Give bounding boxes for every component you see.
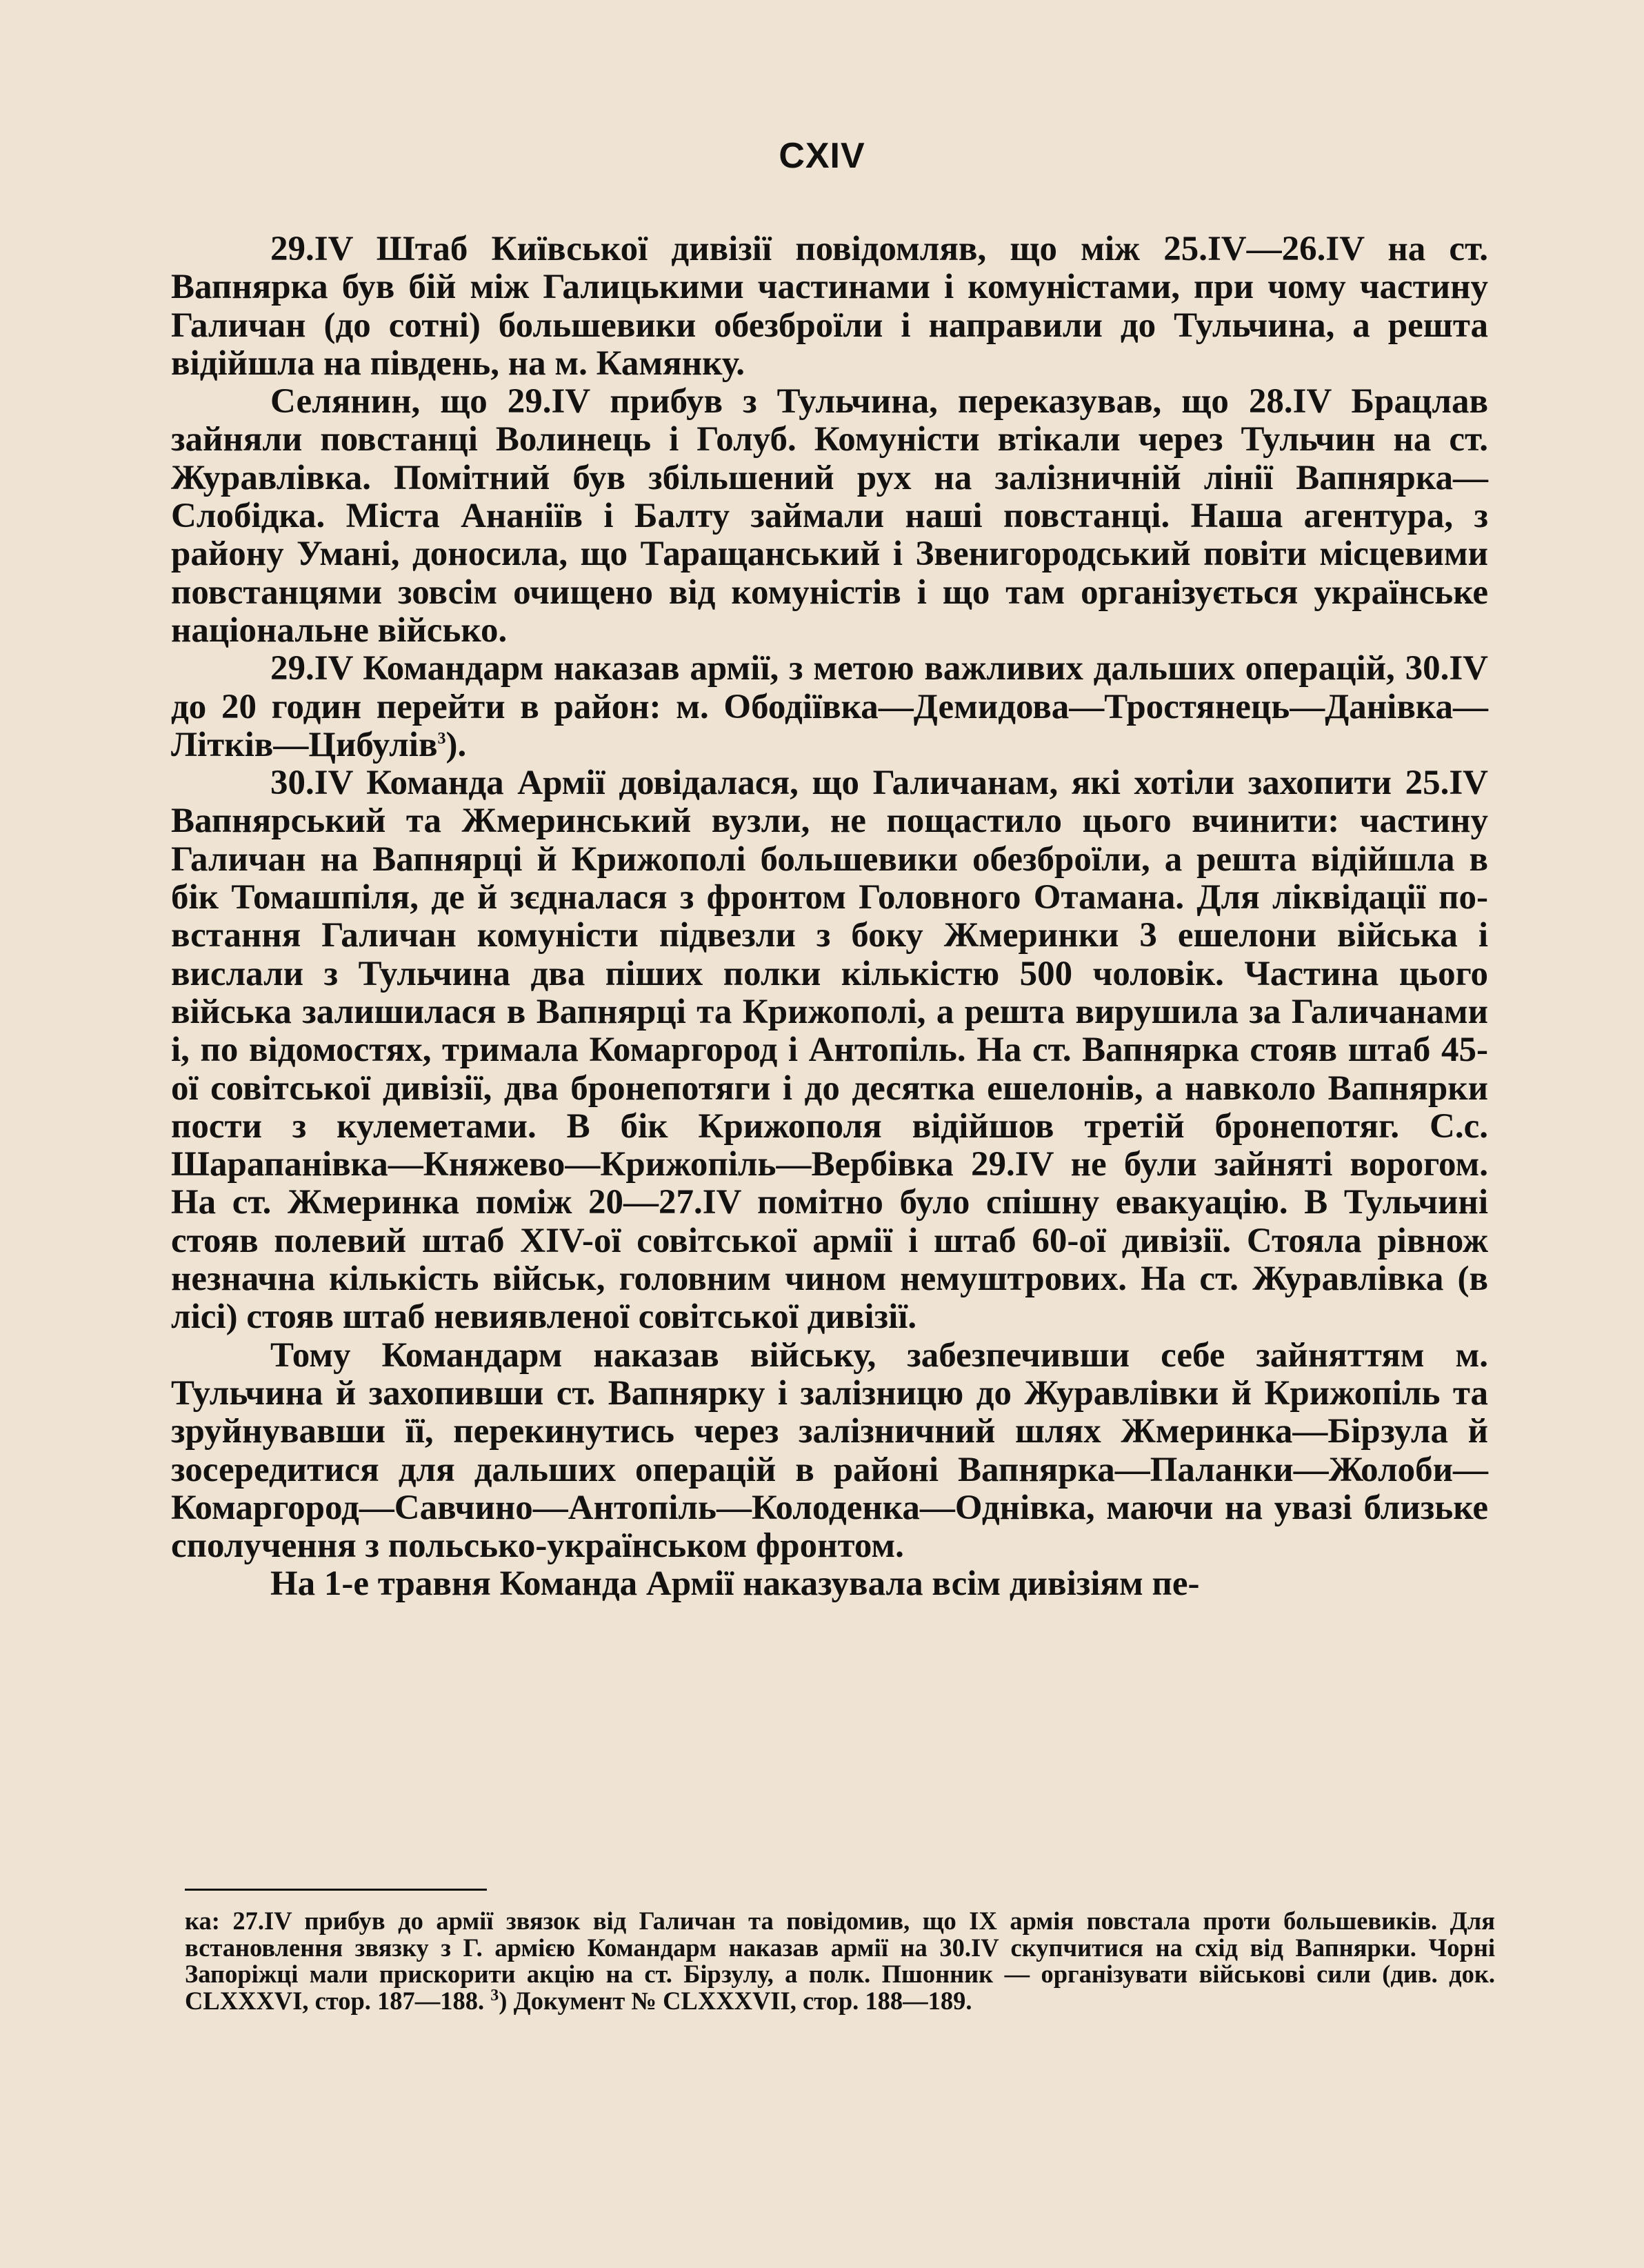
paragraph-3-text: 29.IV Командарм наказав армії, з метою важливих дальших операцій, 30.IV до 20 годин перейти в район: м. Ободіївка—Демидова—Тростянець—Данівка—Літків—Цибулів bbox=[171, 649, 1488, 764]
page-number: CXIV bbox=[779, 136, 865, 176]
footnote-text-1: ка: 27.IV прибув до армії звязок від Галичан та повідомив, що IX армія повстала проти большевиків. Для встановлення звязку з Г. армією Командарм наказав армії на 30.IV скупчитися на схід від Вапнярки. Чорні Запоріжці мали прискорити акцію на ст. Бірзулу, а полк. Пшонник — організувати військові сили (див. док. CLXXXVI, стор. 187—188. bbox=[185, 1907, 1495, 2015]
footnote-text-2: ) Документ № CLXXXVII, стор. 188—189. bbox=[499, 1986, 972, 2015]
paragraph-3 bbox=[171, 650, 1488, 764]
paragraph-1: 29.IV Штаб Київської дивізії повідомляв, що між 25.IV—26.IV на ст. Вапнярка був бій між Галицькими частинами і комуністами, при чому частину Галичан (до сотні) большевики обезброїли і направили до Тульчина, а решта відійшла на південь, на м. Камянку. bbox=[171, 230, 1488, 383]
paragraph-4: 30.IV Команда Армії довідалася, що Галичанам, які хотіли захопити 25.IV Вапнярський та Жмеринський вузли, не пощастило цього вчинити: частину Галичан на Вапнярці й Крижополі большевики обезброїли, а решта відійшла в бік Томашпіля, де й зєдналася з фронтом Головного Отамана. Для ліквідації повстання Галичан комуністи підвезли з боку Жмеринки 3 ешелони війська і вислали з Тульчина два піших полки кількістю 500 чоловік. Частина цього війська залишилася в Вапнярці та Крижополі, а решта вирушила за Галичанами і, по відомостях, тримала Комаргород і Антопіль. На ст. Вапнярка стояв штаб 45-ої совітської дивізії, два бронепотяги і до десятка ешелонів, а навколо Вапнярки пости з кулеметами. В бік Крижополя відійшов третій бронепотяг. С.с. Шарапанівка—Княжево—Крижопіль—Вербівка 29.IV не були зайняті ворогом. На ст. Жмеринка поміж 20—27.IV помітно було спішну евакуацію. В Тульчині стояв полевий штаб XIV-ої совітської армії і штаб 60-ої дивізії. Стояла рівнож незначна кількість військ, головним чином немуштрових. На ст. Журавлівка (в лісі) стояв штаб невиявленої совітської дивізії. bbox=[171, 764, 1488, 1337]
footnote-mark: 3 bbox=[490, 1986, 499, 2005]
paragraph-6: На 1-е травня Команда Армії наказувала всім дивізіям пе- bbox=[270, 1564, 1200, 1604]
footnote bbox=[185, 1908, 1495, 2014]
paragraph-3-tail: ). bbox=[445, 725, 467, 764]
paragraph-2: Селянин, що 29.IV прибув з Тульчина, переказував, що 28.IV Брацлав зайняли повстанці Волинець і Голуб. Комуністи втікали через Тульчин на ст. Журавлівка. Помітний був збільшений рух на залізничній лінії Вапнярка—Слобідка. Міста Ананіїв і Балту займали наші повстанці. Наша агентура, з району Умані, доносила, що Таращанський і Звенигородський повіти місцевими повстанцями зовсім очищено від комуністів і що там організується українське національне військо. bbox=[171, 382, 1488, 650]
footnote-divider bbox=[185, 1889, 487, 1891]
footnote-marker: 3 bbox=[437, 729, 446, 748]
main-text bbox=[171, 230, 1488, 1604]
paragraph-5: Тому Командарм наказав війську, забезпечивши себе зайняттям м. Тульчина й захопивши ст. Вапнярку і залізницю до Журавлівки й Крижопіль та зруйнувавши її, перекинутись через залізничний шлях Жмеринка—Бірзула й зосередитися для дальших операцій в районі Вапнярка—Паланки—Жолоби—Комаргород—Савчино—Антопіль—Колоденка—Однівка, маючи на увазі близьке сполучення з польсько-українськом фронтом. bbox=[171, 1335, 1488, 1566]
